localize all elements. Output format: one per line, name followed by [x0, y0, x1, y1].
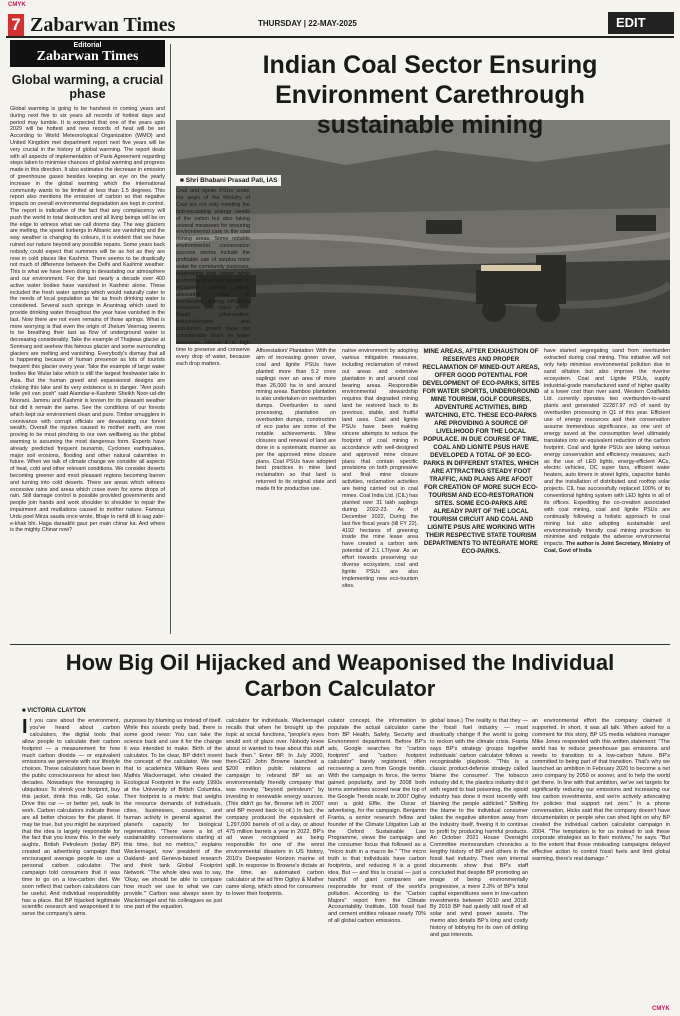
story2-column-2: purposes by blaming us instead of itself. While this sounds pretty bad, there is some good news: You can take the science back and use it for the change it was intended to make. Birth of the calculator. To be clear, BP didn't invent the concept of the calculator. We owe that to academics William Rees and Mathis Wackernagel, who created the Ecological Footprint in the early 1990s at the University of British Columbia. Their footprint is a metric that weighs the resource demands of individuals, cities, businesses, countries, and human activity in general against the planet's capacity for biological regeneration. "There were a lot of sustainability conversations starting at this time, but no metrics," explains Wackernagel, now president of the Oakland- and Geneva-based research and think tank Global Footprint Network. "The whole idea was to say, 'Okay, we should be able to compare how much we use to what we can provide.'" Carbon was always seen by Wackernagel and his colleagues as just one part of the equation.	[124, 718, 222, 911]
paper-name: Zabarwan Times	[30, 14, 176, 36]
mine-illustration	[176, 120, 670, 344]
story1-column-2: Afforestation/ Plantation: With the aim of increasing green cover, coal and lignite PSUs have planted more than 5.2 crore saplings over an area of more than 26,000 ha in and around mining areas. Bamboo plantation is also undertaken on overburden dumps. Overburden to sand processing, plantation on overburden dumps, construction of eco parks are some of the notable achievements. Mine closures and renewal of land are done in a systematic manner as per the approved mine closure plans. Coal PSUs have adopted best practices in mine land reclamation so that land is returned to its original state and made fit for productive use.	[256, 348, 336, 493]
masthead	[6, 6, 674, 38]
coal-mine-photo	[176, 120, 670, 344]
column-divider	[170, 44, 171, 634]
story2-headline: How Big Oil Hijacked and Weaponised the Individual Carbon Calculator	[65, 650, 615, 701]
editorial-body: Global warming is going to be harshest in coming years and during next five to six years all records of hottest days and period may tumble. It is expected that one of the years upto 2029 will be hottest and new records of heat will be set According to World Meteorological Organization (WMO) and United Kingdom met department report next five years will be very crucial in the history of global warming. The report deals with all aspects of implementation of Paris Agreement regarding steps taken to minimise chances of global warming and progress made in this direction. It also estimates the decrease in emission of greenhouse gases besides keeping an eye on the yearly increase in the global warming which the international community wants to be limited at less than 1.5 degrees. This report also mentions the emission of carbon so that negative impacts on overall environmental degradation are kept in control. The report is indicative of the fact that any complacency will push the world in total destruction and all living beings will be on the edge to witness what we call dooms day. The way glaciers are melting, the speed icebergs in Albanic are vanishing and the way weather is changing its colours, it is evident that we have ruined our nature beyond any possible repairs. Some years back nobody could expect that summers will be as hot as they are now in cold places like Kashmir. There seems to be drastically not much of difference between the Delhi and Kashmir weather. This is what we have been doing in devastating our atmosphere and our environment. For the last nearly a decade over 400 active water bodies have vanished in Kashmir alone. These included the fresh water springs which would naturally cater to the needs of local population as far as fresh drinking water is considered. Several such springs in Anantnag which used to provide drinking water throughout the year have vanished in the last. Now there are not even remains of those springs. What is more worrying is that even the origin of Jhelum Veernag seems to be breathing their last as flow of underground water is decreasing considerably. Take the example of Thajiwas glacier at Sonmarg and seehow this famous glacier and some surrounding glaciers are melting and vanishing. Everybody's dismay that all is happening because of human presence as lots of tourists frequent this glacier every year. Take the example of large water bodies like Wular lake which is still the largest freshwater lake in Asia. But the human greed and expansionist designs are choking this lake and its very existence is in danger. "Ann posh telle yeli van posh" said Alamdar-e-Kashmir Sheikh Noor-ud-din Noorani. Jammu and Kashmir is known for its pleasant weather but did it remain the same. See the conditions of our forests which kept our environment clean and pure. Timber smugglers in connivance with corrupt officials are devastating our forest wealth. Overall the injuries caused to mother earth, are now proving to be most pinching to our own wellbeing as the global warming is assuming the most dangerous form. Experts have already predicted frequent tsunamis, Cyclones earthquakes, major soil erosions, flooding and other natural calamities in future. When we talk of climate change we consider all aspects of heat, cold and other relevant conditions. We consider deserts becoming greener and most pleasant regions becoming barren and turning into cold deserts. There are areas which witness excessive rains and areas which crave even for some drops of rain. Still damage control is possible provided governments and people join hands and work shoulder to shoulder to repair the impairment and mutilations caused to mother nature. Famous Urdu poet Mirza sauda once wrote, Bhaje to nehil dil ki aag zabr-e-khak bhi. Haga daraakht gaur per main chinar ka. And where is the mighty Chinar now?	[10, 106, 165, 534]
story2-byline: ■ VICTORIA CLAYTON	[22, 708, 86, 714]
story2-column-5: global issue.) The reality is that they — the fossil fuel industry — must drastically change if the world is going to reckon with the climate crisis. Franta says BP's strategy groups together individuals' carbon calculator follows a recognisable playbook. "This is a classic product-defense strategy called 'blame the consumer'. The tobacco industry did it, the plastics industry did it with regard to bad poisoning, the opioid industry has done it most recently with blaming the people addicted." Shifting the blame to the individual consumer takes the negative attention away from the industry itself, freeing it to continue to profit by producing harmful products. An October 2021 House Oversight Committee memorandum chronicles a lengthy history of BP and others in the fossil fuel industry. Their own internal documents show that BP's staff concluded that despite BP promoting an image of being environmentally progressive, a mere 2.3% of BP's total capital expenditures were in low-carbon investments between 2010 and 2018. By 2019 BP had quietly still itself of all solar and wind power assets. The memo also details BP's long and costly history of lobbying for its own oil drilling and gas interests.	[430, 718, 528, 939]
story1-pull-quote: MINE AREAS, AFTER EXHAUSTION OF RESERVES AND PROPER RECLAMATION OF MINED-OUT AREAS, OFFER GOOD POTENTIAL FOR DEVELOPMENT OF ECO-PARKS, SITES FOR WATER SPORTS, UNDERGROUND MINE TOURISM, GOLF COURSES, ADVENTURE ACTIVITIES, BIRD WATCHING, ETC. THESE ECO-PARKS ARE PROVIDING A SOURCE OF LIVELIHOOD FOR THE LOCAL POPULACE. IN DUE COURSE OF TIME, COAL AND LIGNITE PSUS HAVE DEVELOPED A TOTAL OF 30 ECO-PARKS IN DIFFERENT STATES, WHICH ARE ATTRACTING STEADY FOOT TRAFFIC, AND PLANS ARE AFOOT FOR CREATION OF MORE SUCH ECO-TOURISM AND ECO-RESTORATION SITES. SOME ECO-PARKS ARE ALREADY PART OF THE LOCAL TOURISM CIRCUIT AND COAL AND LIGNITE PSUS ARE WORKING WITH THEIR RESPECTIVE STATE TOURISM DEPARTMENTS TO INTEGRATE MORE ECO-PARKS.	[422, 348, 540, 555]
story2-column-4: culator concept, the information to populate the actual calculator came from BP Health, Safety, Security and Environment department. Before BP's ads, Google searches for "carbon footprint" and "carbon footprint calculator" barely registered, often recovering a zero from Google trends. With the campaign in force, the terms gained popularity, and by 2008 both terms sometimes scored near the top of the Google Trends scale, in 2007 Ogilvy won a gold Effie, the Oscar of advertising, for the campaign. Benjamin Franta, a senior research fellow and founder of the Climate Litigation Lab at the Oxford Sustainable Law Programme, views the campaign and the consumer focus that followed as a "micro truth in a macro lie." "The micro truth is that individuals have carbon footprints, and reducing it is a good idea. But — and this is crucial — just a handful of giant companies are responsible for most of the world's pollution. According to the "Carbon Majors" report from the Climate Accountability Institute, 108 fossil fuel and cement entities release nearly 70% of all global carbon emissions.	[328, 718, 426, 925]
cmyk-mark-bottom: CMYK	[652, 1006, 670, 1012]
story2-column-1	[22, 718, 120, 1008]
story1-column-5	[544, 348, 670, 640]
issue-date: THURSDAY | 22-MAY-2025	[258, 19, 357, 28]
story1-column-3: native environment by adopting various mitigation measures, including reclamation of mined out areas and extensive plantation in and around coal bearing areas. Responsible environmental stewardship requires that degraded mining land be restored back to its previous, stable, and fruitful land uses. Coal and lignite PSUs have been making sincere attempts to reduce the footprint of coal mining in accordance with well-designed and approved mine closure plans that contain specific provisions on both progressive and final mine closure activities, reclamation activities are being carried out in coal mines. Coal India Ltd. (CIL) has planted over 31 lakh saplings during 2022-23. As of December 2022, During the last five fiscal years (till FY 22), 4192 hectares of greening inside the mine lease area have created a carbon sink potential of 2.1 LT/year. As an effort towards preserving our diverse ecosystem, coal and lignite PSUs are also implementing new eco-tourism sites.	[342, 348, 418, 589]
story2-dropcap: I	[22, 718, 28, 738]
story-divider	[10, 644, 670, 645]
story2-column-3: calculator for individuals. Wackernagel recalls that when he brought up the topic at social functions, "people's eyes would sort of glaze over. Nobody knew about or wanted to hear about this stuff back then." Enter BP. In July 2000, then-CEO John Browne launched a $200 million public relations ad campaign to rebrand BP as an environmentally friendly company that was moving "beyond petroleum" by investing in renewable energy sources. (This didn't go far, Browne left in 2007 and BP moved back to oil.) In fact, the company produced the equivalent of 1,297,000 barrels of oil a day, or about 475 million barrels a year in 2022. BP's ad wave recognised as being responsible for one of the worst environmental disasters in US history, 2010's Deepwater Horizon marine oil spill. In response to Browne's dictate at the time, an automated carbon calculator at the ad firm Ogilvy & Mather came along, which stood for consumers to lower their footprints.	[226, 718, 324, 897]
editorial-label: Editorial	[73, 42, 102, 49]
story1-column-5-text: have started segregating sand from overburden extracted during coal mining. This initiative will not only help minimise environmental pollution due to sand siltation but also improve the riverine ecosystem. Coal and Lignite PSUs, supply industrial-grade manufactured sand of higher quality at a lower cost than river sand. Western Coalfields Ltd. currently operates two overburden-to-sand plants and generated 22287.97 m3 of sand by overburden processing in Q1 of this year. Efficient use of energy resources and their conservation assume tremendous significance, as one unit of energy saved at the consumption level ultimately translates into an equivalent reduction of the carbon footprint. Coal and lignite PSUs are taking various energy conservation and efficiency measures, such as the use of LED lights, energy-efficient ACs, electric vehicles, DC super fans, efficient water heaters, auto timers in street lights, capacitor banks and the installation of distributed and rooftop solar projects. CIL has successfully replaced 100% of its conventional lighting system with LED lights in all of its offices. Expediting the co-creation associated with coal mining, coal and lignite PSUs are continually following a holistic approach to coal mining but also adopting sustainable and environmentally friendly coal mining practices to minimise and mitigate the adverse environmental impacts.	[544, 348, 670, 548]
page-number: 7	[8, 14, 24, 36]
story2-column-6: an environmental effort the company claimed it supported. In short, it was all talk. When asked for a comment for this story, BP US media relations manager Mike Jones responded with this written statement: "The world has to reduce greenhouse gas emissions and needs to transition to a low-carbon future. BP's committed to being part of that transition. That's why we launched an ambition in February 2020 to become a net zero company by 2050 or sooner, and to help the world get there. In line with that ambition, we've set targets for significantly reducing our emissions and increasing our low carbon investments, and we're actively advocating for policies that support net zero." In a phone conversation, Hicks said that the company doesn't have documentation or people who can shed light on why BP created the individual carbon calculator campaign in 2004. "The temptation is for us instead to ask these corporate strategies as to their motives," he says. "But to the extent that those misleading campaigns delayed effective action to control fossil fuels and limit global warming, there's real damage."	[532, 718, 670, 863]
story1-byline: ■ Shri Bhabani Prasad Pati, IAS	[176, 175, 281, 186]
editorial-title: Global warming, a crucial phase	[11, 73, 164, 101]
story2-column-1-text: f you care about the environment, you've heard about carbon calculators, the digital tools that allow people to calculate their carbon footprint — a measurement for how much carbon dioxide — or equivalent emissions we generate with our lifestyle choices. These calculators have been in the public consciousness for about two decades. Nowadays the messaging is ubiquitous: To shrink your footprint, buy this jacket, drink this milk, Go solar. Drive this car — or better yet, walk to work. Carbon calculators indicate these are all better choices for the planet. It may be true, but you might be surprised that the idea is largely responsible for the fact that you know this. In the early aughts, British Petroleum (today BP) created an advertising campaign that encouraged average people to use a personal carbon calculator. The campaign told consumers that it was time to go on a low-carbon diet. We soon reflect that carbon calculators can be useful. And individual responsibility has a place. But BP hijacked legitimate scientific research and weaponised it to serve the company's aims.	[22, 718, 120, 918]
story1-author-note: The author is Joint Secretary, Ministry of Coal, Govt of India	[544, 541, 670, 555]
editorial-column	[10, 40, 165, 640]
story1-headline: Indian Coal Sector Ensuring Environment Carethrough sustainable mining	[262, 51, 598, 139]
editorial-paper-name: Zabarwan Times	[36, 49, 139, 64]
section-tag: EDIT	[608, 12, 674, 34]
story1-column-1: Coal and lignite PSUs under the aegis of the Ministry of Coal are not only meeting the fast-escalating energy needs of the nation but also taking several measures for ensuring environmental care in the coal mining areas. Some notable environmental conservation success stories include the profitable use of surplus mine water for community purposes, maximising tree cover while promoting eco-mine tourism in reclaimed mining areas, alternative uses of overburden, energy efficiency measures and many more. Rapid urbanization, industrialization and population growth have put considerable strain on water resources. Hence it is high time to preserve and conserve every drop of water, because each drop matters.	[176, 188, 250, 367]
cmyk-mark-top: CMYK	[8, 2, 26, 8]
editorial-header	[10, 40, 165, 67]
